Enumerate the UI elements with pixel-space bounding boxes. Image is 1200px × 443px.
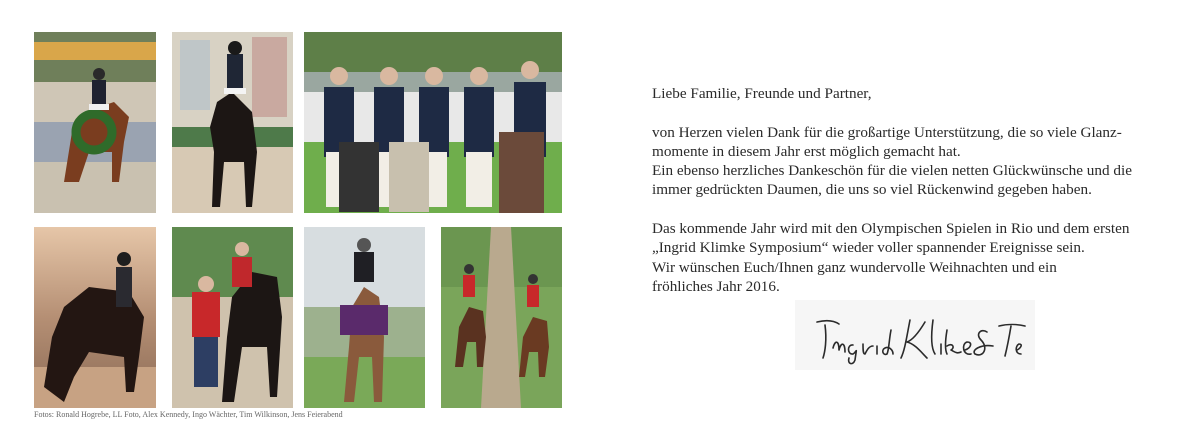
letter-para2-line4: fröhliches Jahr 2016. (652, 277, 780, 295)
photo-beach-sunset (34, 227, 156, 408)
photo-two-riders-field (441, 227, 562, 408)
letter-para2-line2: „Ingrid Klimke Symposium“ wieder voller spannender Ereignisse sein. (652, 239, 1085, 257)
letter-para2-line3: Wir wünschen Euch/Ihnen ganz wundervolle Weihnachten und ein (652, 258, 1057, 276)
photo-cross-country-purple (304, 227, 425, 408)
photo-credits: Fotos: Ronald Hogrebe, LL Foto, Alex Kennedy, Ingo Wächter, Tim Wilkinson, Jens Feierabend (34, 410, 343, 419)
letter-para2-line1: Das kommende Jahr wird mit den Olympischen Spielen in Rio und dem ersten (652, 220, 1130, 238)
letter-text (652, 84, 1172, 296)
letter-greeting: Liebe Familie, Freunde und Partner, (652, 85, 872, 102)
photo-training-red-jacket (172, 227, 293, 408)
photo-winner-horse-wreath (34, 32, 156, 213)
letter-para1-line4: immer gedrückten Daumen, die uns so viel Rückenwind gegeben haben. (652, 181, 1092, 199)
letter-para1-line3: Ein ebenso herzliches Dankeschön für die vielen netten Glückwünsche und die (652, 162, 1132, 180)
photo-dressage-dark-horse (172, 32, 293, 213)
letter-para1-line2: momente in diesem Jahr erst möglich gemacht hat. (652, 142, 961, 160)
letter-para1-line1: von Herzen vielen Dank für die großartige Unterstützung, die so viele Glanz- (652, 123, 1122, 141)
photo-team-podium (304, 32, 562, 213)
handwritten-signature (795, 300, 1035, 370)
